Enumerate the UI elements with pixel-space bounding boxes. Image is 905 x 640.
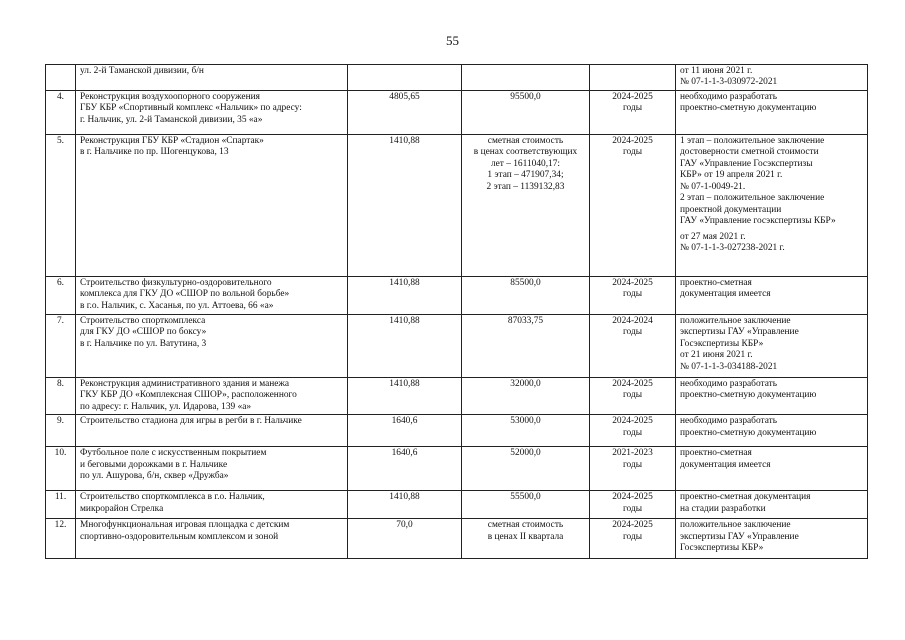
cost-line: 32000,0 xyxy=(510,379,541,389)
note-line: проектно-сметная xyxy=(680,448,752,459)
object-name-line: по адресу: г. Нальчик, ул. Идарова, 139 «а» xyxy=(80,401,252,412)
note-line: ГАУ «Управление Госэкспертизы xyxy=(680,158,813,169)
years-cell xyxy=(590,315,676,378)
note-line: проектной документации xyxy=(680,204,782,215)
years-line: годы xyxy=(622,147,643,158)
years-line: 2024-2025 xyxy=(612,416,653,427)
years-line: годы xyxy=(622,327,643,338)
cost-cell xyxy=(462,491,590,519)
note-line: проектно-сметную документацию xyxy=(680,103,817,114)
cost-cell xyxy=(462,277,590,315)
area-value: 1410,88 xyxy=(389,492,420,503)
note-line: необходимо разработать xyxy=(680,92,778,102)
area-value: 1410,88 xyxy=(389,136,420,146)
area-value: 1410,88 xyxy=(389,316,420,326)
cost-line: в ценах II квартала xyxy=(487,531,564,542)
note-line: документация имеется xyxy=(680,289,771,300)
area-cell xyxy=(348,315,462,378)
object-name-cell xyxy=(76,519,348,559)
area-value: 1640,6 xyxy=(391,416,418,427)
note-line: № 07-1-1-3-030972-2021 xyxy=(680,77,778,88)
note-line: необходимо разработать xyxy=(680,379,778,389)
object-name-line: Футбольное поле с искусственным покрытием xyxy=(80,448,267,459)
row-number-cell xyxy=(46,91,76,135)
table-row xyxy=(46,447,868,491)
note-line: от 11 июня 2021 г. xyxy=(680,66,753,76)
row-number: 7. xyxy=(56,316,65,326)
years-cell xyxy=(590,277,676,315)
note-line: от 27 мая 2021 г. xyxy=(680,231,746,242)
note-line: на стадии разработки xyxy=(680,503,766,514)
note-cell xyxy=(676,519,868,559)
row-number: 5. xyxy=(56,136,65,146)
object-name-cell xyxy=(76,277,348,315)
note-cell xyxy=(676,315,868,378)
object-name-line: Строительство спорткомплекса xyxy=(80,316,206,326)
note-line: проектно-сметная xyxy=(680,278,752,288)
years-line: 2024-2025 xyxy=(612,92,653,102)
cost-cell xyxy=(462,447,590,491)
row-number: 11. xyxy=(54,492,67,503)
note-cell xyxy=(676,135,868,277)
years-line: годы xyxy=(622,459,643,470)
area-cell xyxy=(348,91,462,135)
years-cell xyxy=(590,447,676,491)
table-row xyxy=(46,378,868,415)
cost-line: 52000,0 xyxy=(510,448,541,459)
object-name-line: Реконструкция воздухоопорного сооружения xyxy=(80,92,260,102)
row-number-cell xyxy=(46,315,76,378)
row-number-cell xyxy=(46,277,76,315)
note-cell xyxy=(676,491,868,519)
cost-line: в ценах соответствующих xyxy=(473,147,578,158)
cost-cell xyxy=(462,378,590,415)
note-line: документация имеется xyxy=(680,459,771,470)
object-name-line: для ГКУ ДО «СШОР по боксу» xyxy=(80,327,207,338)
years-line: 2024-2024 xyxy=(612,316,653,326)
object-name-cell xyxy=(76,378,348,415)
object-name-line: микрорайон Стрелка xyxy=(80,503,164,514)
row-number-cell xyxy=(46,519,76,559)
years-cell xyxy=(590,135,676,277)
cost-line: 1 этап – 471907,34; xyxy=(487,170,564,181)
years-cell xyxy=(590,491,676,519)
area-cell xyxy=(348,65,462,91)
table-row xyxy=(46,519,868,559)
years-line: годы xyxy=(622,531,643,542)
years-line: 2024-2025 xyxy=(612,278,653,288)
note-line: КБР» от 19 апреля 2021 г. xyxy=(680,170,783,181)
objects-table xyxy=(45,64,868,559)
years-cell xyxy=(590,415,676,447)
years-cell xyxy=(590,65,676,91)
row-number: 4. xyxy=(56,92,65,102)
object-name-line: в г. Нальчике по ул. Ватутина, 3 xyxy=(80,338,207,349)
row-number-cell xyxy=(46,135,76,277)
object-name-line: Реконструкция административного здания и манежа xyxy=(80,379,290,389)
object-name-cell xyxy=(76,315,348,378)
row-number: 12. xyxy=(54,520,67,531)
object-name-line: в г. Нальчике по пр. Шогенцукова, 13 xyxy=(80,147,229,158)
row-number: 10. xyxy=(54,448,67,459)
note-cell xyxy=(676,378,868,415)
cost-cell xyxy=(462,91,590,135)
table-row xyxy=(46,315,868,378)
table-row xyxy=(46,91,868,135)
area-cell xyxy=(348,519,462,559)
object-name-line: по ул. Ашурова, б/н, сквер «Дружба» xyxy=(80,471,229,482)
area-value: 1410,88 xyxy=(389,278,420,288)
table-row xyxy=(46,65,868,91)
years-cell xyxy=(590,378,676,415)
cost-cell xyxy=(462,415,590,447)
note-line: достоверности сметной стоимости xyxy=(680,147,819,158)
object-name-cell xyxy=(76,65,348,91)
area-cell xyxy=(348,135,462,277)
note-cell xyxy=(676,447,868,491)
row-number-cell xyxy=(46,378,76,415)
area-value: 1410,88 xyxy=(389,379,420,389)
note-line: 1 этап – положительное заключение xyxy=(680,136,825,146)
cost-cell xyxy=(462,65,590,91)
object-name-line: Строительство физкультурно-оздоровительного xyxy=(80,278,272,288)
years-cell xyxy=(590,519,676,559)
area-value: 1640,6 xyxy=(391,448,418,459)
table-row xyxy=(46,415,868,447)
note-line: № 07-1-1-3-027238-2021 г. xyxy=(680,243,785,254)
note-cell xyxy=(676,91,868,135)
note-line: № 07-1-1-3-034188-2021 xyxy=(680,361,778,372)
object-name-line: ГКУ КБР ДО «Комплексная СШОР», расположенного xyxy=(80,390,297,401)
cost-cell xyxy=(462,315,590,378)
years-line: 2024-2025 xyxy=(612,379,653,389)
page-number: 55 xyxy=(446,33,459,48)
table-body xyxy=(46,65,868,559)
years-line: 2021-2023 xyxy=(612,448,653,459)
note-line: от 21 июня 2021 г. xyxy=(680,350,753,361)
note-line: проектно-сметная документация xyxy=(680,492,811,503)
note-cell xyxy=(676,65,868,91)
note-line: проектно-сметную документацию xyxy=(680,427,817,438)
row-number: 6. xyxy=(56,278,65,288)
area-cell xyxy=(348,491,462,519)
row-number-cell xyxy=(46,491,76,519)
note-line: 2 этап – положительное заключение xyxy=(680,193,825,204)
object-name-cell xyxy=(76,91,348,135)
table-row xyxy=(46,491,868,519)
object-name-line: Реконструкция ГБУ КБР «Стадион «Спартак» xyxy=(80,136,264,146)
row-number-cell xyxy=(46,415,76,447)
years-line: годы xyxy=(622,390,643,401)
cost-cell xyxy=(462,519,590,559)
area-cell xyxy=(348,447,462,491)
note-line: № 07-1-0049-21. xyxy=(680,181,746,192)
cost-line: 95500,0 xyxy=(510,92,541,102)
years-line: 2024-2025 xyxy=(612,136,653,146)
object-name-line: г. Нальчик, ул. 2-й Таманской дивизии, 35 «а» xyxy=(80,114,263,125)
object-name-cell xyxy=(76,447,348,491)
note-line: ГАУ «Управление госэкспертизы КБР» xyxy=(680,216,836,227)
cost-line: 55500,0 xyxy=(510,492,541,503)
cost-line: 85500,0 xyxy=(510,278,541,288)
note-line: проектно-сметную документацию xyxy=(680,390,817,401)
cost-cell xyxy=(462,135,590,277)
object-name-cell xyxy=(76,135,348,277)
note-cell xyxy=(676,415,868,447)
cost-line: 2 этап – 1139132,83 xyxy=(486,181,565,192)
object-name-line: и беговыми дорожками в г. Нальчике xyxy=(80,459,228,470)
years-line: годы xyxy=(622,503,643,514)
note-line: положительное заключение xyxy=(680,316,791,326)
object-name-line: спортивно-оздоровительным комплексом и зоной xyxy=(80,531,279,542)
note-line: экспертизы ГАУ «Управление xyxy=(680,327,799,338)
object-name-cell xyxy=(76,415,348,447)
row-number-cell xyxy=(46,447,76,491)
years-line: годы xyxy=(622,427,643,438)
object-name-line: комплекса для ГКУ ДО «СШОР по вольной борьбе» xyxy=(80,289,290,300)
cost-line: лет – 1611040,17: xyxy=(490,158,561,169)
table-row xyxy=(46,277,868,315)
object-name-line: Строительство спорткомплекса в г.о. Нальчик, xyxy=(80,492,265,503)
object-name-line: ГБУ КБР «Спортивный комплекс «Нальчик» по адресу: xyxy=(80,103,302,114)
row-number: 9. xyxy=(56,416,65,427)
years-line: 2024-2025 xyxy=(612,492,653,503)
note-line: необходимо разработать xyxy=(680,416,778,427)
cost-line: 87033,75 xyxy=(507,316,544,326)
row-number-cell xyxy=(46,65,76,91)
object-name-line: Многофункциональная игровая площадка с детским xyxy=(80,520,290,531)
note-cell xyxy=(676,277,868,315)
area-cell xyxy=(348,378,462,415)
row-number: 8. xyxy=(56,379,65,389)
area-cell xyxy=(348,415,462,447)
years-line: 2024-2025 xyxy=(612,520,653,531)
years-cell xyxy=(590,91,676,135)
cost-line: 53000,0 xyxy=(510,416,541,427)
object-name-line: ул. 2-й Таманской дивизии, б/н xyxy=(80,66,204,76)
object-name-line: в г.о. Нальчик, с. Хасанья, по ул. Аттоева, 66 «а» xyxy=(80,300,274,311)
note-line: Госэкспертизы КБР» xyxy=(680,338,764,349)
area-cell xyxy=(348,277,462,315)
area-value: 4805,65 xyxy=(389,92,420,102)
years-line: годы xyxy=(622,103,643,114)
note-line: Госэкспертизы КБР» xyxy=(680,543,764,554)
cost-line: сметная стоимость xyxy=(487,520,564,531)
note-line: положительное заключение xyxy=(680,520,791,531)
note-line: экспертизы ГАУ «Управление xyxy=(680,531,799,542)
years-line: годы xyxy=(622,289,643,300)
table-row xyxy=(46,135,868,277)
area-value: 70,0 xyxy=(396,520,413,531)
object-name-line: Строительство стадиона для игры в регби в г. Нальчике xyxy=(80,416,302,427)
cost-line: сметная стоимость xyxy=(487,136,564,146)
object-name-cell xyxy=(76,491,348,519)
